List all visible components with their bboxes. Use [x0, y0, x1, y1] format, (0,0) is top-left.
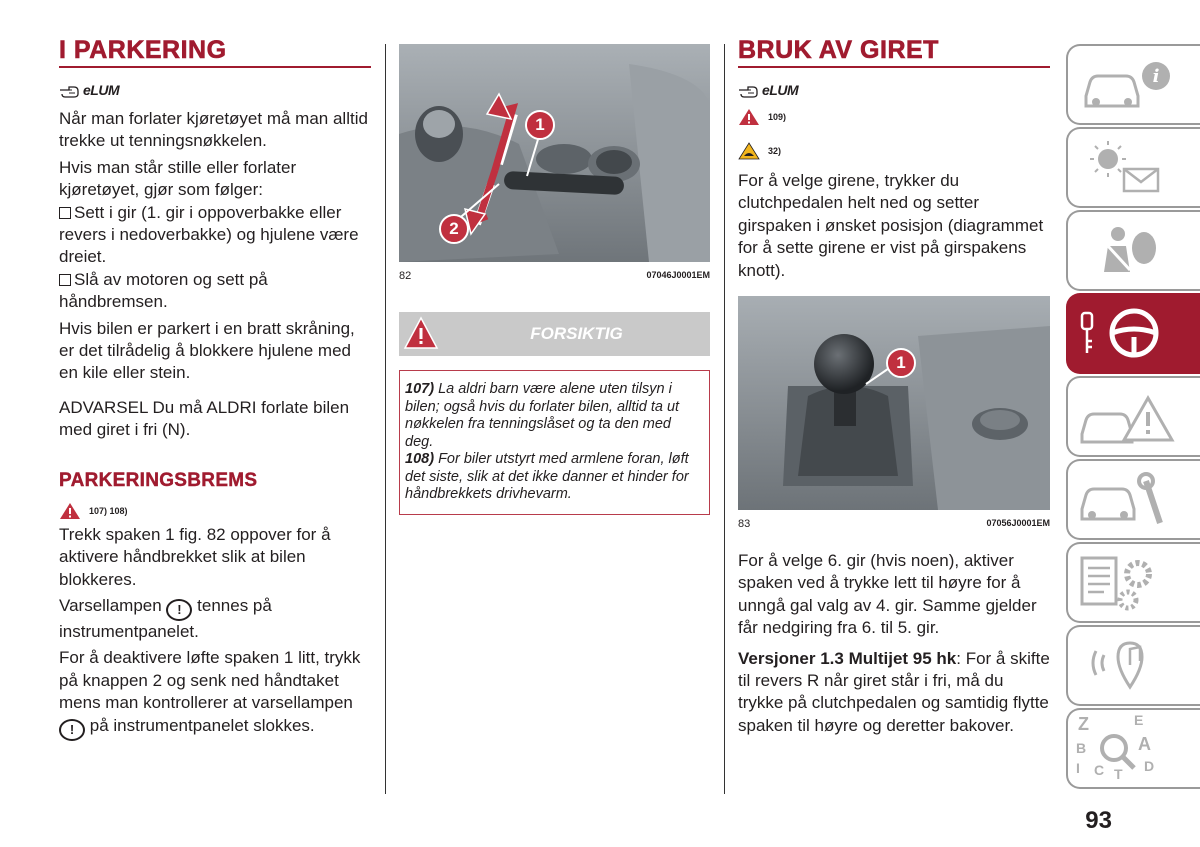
caution-header: [399, 312, 710, 356]
caution-label: FORSIKTIG: [530, 324, 623, 343]
index-letter: C: [1094, 762, 1105, 778]
dashboard-lights-icon: [1068, 129, 1188, 206]
yellow-caution-triangle-icon: [738, 142, 760, 160]
section-title: BRUK AV GIRET: [738, 36, 939, 64]
car-info-icon: [1068, 46, 1188, 123]
tab-specs[interactable]: [1066, 542, 1200, 623]
car-wrench-icon: [1068, 461, 1188, 538]
caution-box: [399, 370, 710, 515]
warning-ref: [738, 104, 1050, 130]
figure-callout-1: 1: [525, 110, 555, 140]
figure-code: 07056J0001EM: [986, 518, 1050, 529]
paragraph: Hvis bilen er parkert i en bratt skråning, er det tilrådelig å blokkere hjulene med en kile eller stein.: [59, 318, 355, 383]
environment-ref: [738, 138, 1050, 164]
index-letter: E: [1134, 712, 1144, 728]
warning-triangle-icon: [738, 108, 760, 126]
figure-code: 07046J0001EM: [646, 270, 710, 280]
text-fragment: For å deaktivere løfte spaken 1 litt, trykk på knappen 2 og senk ned håndtaket mens man kontrollerer at varsellampen: [59, 648, 361, 713]
figure-82-handbrake-photo: [399, 44, 710, 262]
elum-marker: [59, 80, 371, 100]
tab-multimedia[interactable]: [1066, 625, 1200, 706]
tab-dashboard[interactable]: [1066, 127, 1200, 208]
paragraph: [59, 647, 371, 740]
column-divider: [385, 44, 386, 794]
text-fragment: Varsellampen: [59, 595, 162, 615]
caution-item-108: 108) For biler utstyrt med armlene foran, løft det siste, slik at det ikke danner et hinder for håndbrekkets drivhevarm.: [405, 451, 689, 502]
paragraph: Trekk spaken 1 fig. 82 oppover for å aktivere håndbrekket slik at bilen blokkeres.: [59, 524, 331, 589]
warning-triangle-icon: [59, 502, 81, 520]
paragraph: [59, 595, 371, 643]
column-divider: [724, 44, 725, 794]
gear-use-section: [738, 36, 1050, 737]
paragraph: For å velge 6. gir (hvis noen), aktiver spaken ved å trykke lett til høyre for å unngå gal valg av 4. gir. Samme gjelder får nedgiring fra 6. til 5. gir.: [738, 551, 1037, 638]
version-label: Versjoner 1.3 Multijet 95 hk: [738, 648, 957, 668]
checkbox-bullet-icon: [59, 207, 71, 219]
index-letter: A: [1138, 734, 1151, 754]
bullet-item: [59, 269, 371, 314]
warning-triangle-icon: [399, 312, 443, 356]
tab-safety[interactable]: [1066, 210, 1200, 291]
svg-text:i: i: [1152, 66, 1160, 87]
pointing-hand-icon: [738, 82, 760, 98]
gear-lever-illustration: [738, 296, 1050, 510]
elum-label: eLUM: [83, 82, 120, 98]
figure-83-gear-lever-photo: [738, 296, 1050, 510]
tab-car-info[interactable]: [1066, 44, 1200, 125]
figure-caption: [399, 270, 710, 282]
figure-callout-1: 1: [886, 348, 916, 378]
warning-paragraph: ADVARSEL Du må ALDRI forlate bilen med giret i fri (N).: [59, 397, 350, 440]
key-steering-wheel-icon: [1068, 295, 1188, 372]
page-number: 93: [1085, 807, 1112, 834]
pointing-hand-icon: [59, 82, 81, 98]
index-letter: I: [1076, 760, 1080, 776]
figure-number: 83: [738, 518, 751, 531]
tab-maintenance[interactable]: [1066, 459, 1200, 540]
paragraph: For å velge girene, trykker du clutchpedalen helt ned og setter girspaken i ønsket posisjon (diagrammet for å sette girene er vist på girspakens knott).: [738, 171, 1044, 280]
bullet-item: [59, 202, 371, 269]
ref-number: 32): [768, 146, 782, 156]
paragraph: Når man forlater kjøretøyet må man alltid trekke ut tenningsnøkkelen.: [59, 109, 368, 151]
index-letter: B: [1076, 740, 1087, 756]
multimedia-icon: [1068, 627, 1188, 704]
ref-numbers: 107) 108): [89, 505, 128, 516]
elum-marker: [738, 80, 1050, 100]
bullet-text: Slå av motoren og sett på håndbremsen.: [59, 269, 268, 312]
text-fragment: : For å skifte til revers R når giret står i fri, må du trykke på clutchpedalen og samtidig flytte spaken til høyre og deretter bakover.: [738, 648, 1050, 735]
figure-caption: [738, 518, 1050, 530]
caution-item-107: 107) La aldri barn være alene uten tilsyn i bilen; også hvis du forlater bilen, alltid ta ut nøkkelen fra tenningslåset og ta den med deg.: [405, 381, 680, 450]
paragraph: [738, 648, 1050, 738]
bullet-text: Sett i gir (1. gir i oppoverbakke eller revers i nedoverbakke) og hjulene være dreiet.: [59, 202, 359, 267]
subsection-title: PARKERINGSBREMS: [59, 469, 258, 491]
index-letter: Z: [1078, 714, 1089, 734]
figure-number: 82: [399, 270, 412, 282]
airbag-seat-icon: [1068, 212, 1188, 289]
specs-gear-icon: [1068, 544, 1188, 621]
car-warning-icon: [1068, 378, 1188, 455]
index-letter: D: [1144, 758, 1155, 774]
figure-callout-2: 2: [439, 214, 469, 244]
paragraph: Hvis man står stille eller forlater kjøretøyet, gjør som følger:: [59, 157, 297, 200]
tab-index[interactable]: [1066, 708, 1200, 789]
brake-warning-lamp-icon: !: [166, 599, 192, 621]
section-title: I PARKERING: [59, 36, 227, 64]
warning-refs: [59, 498, 371, 524]
parking-section: [59, 36, 371, 741]
text-fragment: tennes på instrumentpanelet.: [59, 595, 272, 641]
tab-starting-driving[interactable]: [1066, 293, 1200, 374]
checkbox-bullet-icon: [59, 274, 71, 286]
title-rule: [59, 66, 371, 68]
title-rule: [738, 66, 1050, 68]
text-fragment: på instrumentpanelet slokkes.: [89, 715, 315, 735]
ref-number: 109): [768, 112, 787, 122]
index-letter: T: [1114, 766, 1123, 782]
tab-emergency[interactable]: [1066, 376, 1200, 457]
elum-label: eLUM: [762, 82, 799, 98]
brake-warning-lamp-icon: !: [59, 719, 85, 741]
figure-caution-column: [399, 36, 710, 515]
